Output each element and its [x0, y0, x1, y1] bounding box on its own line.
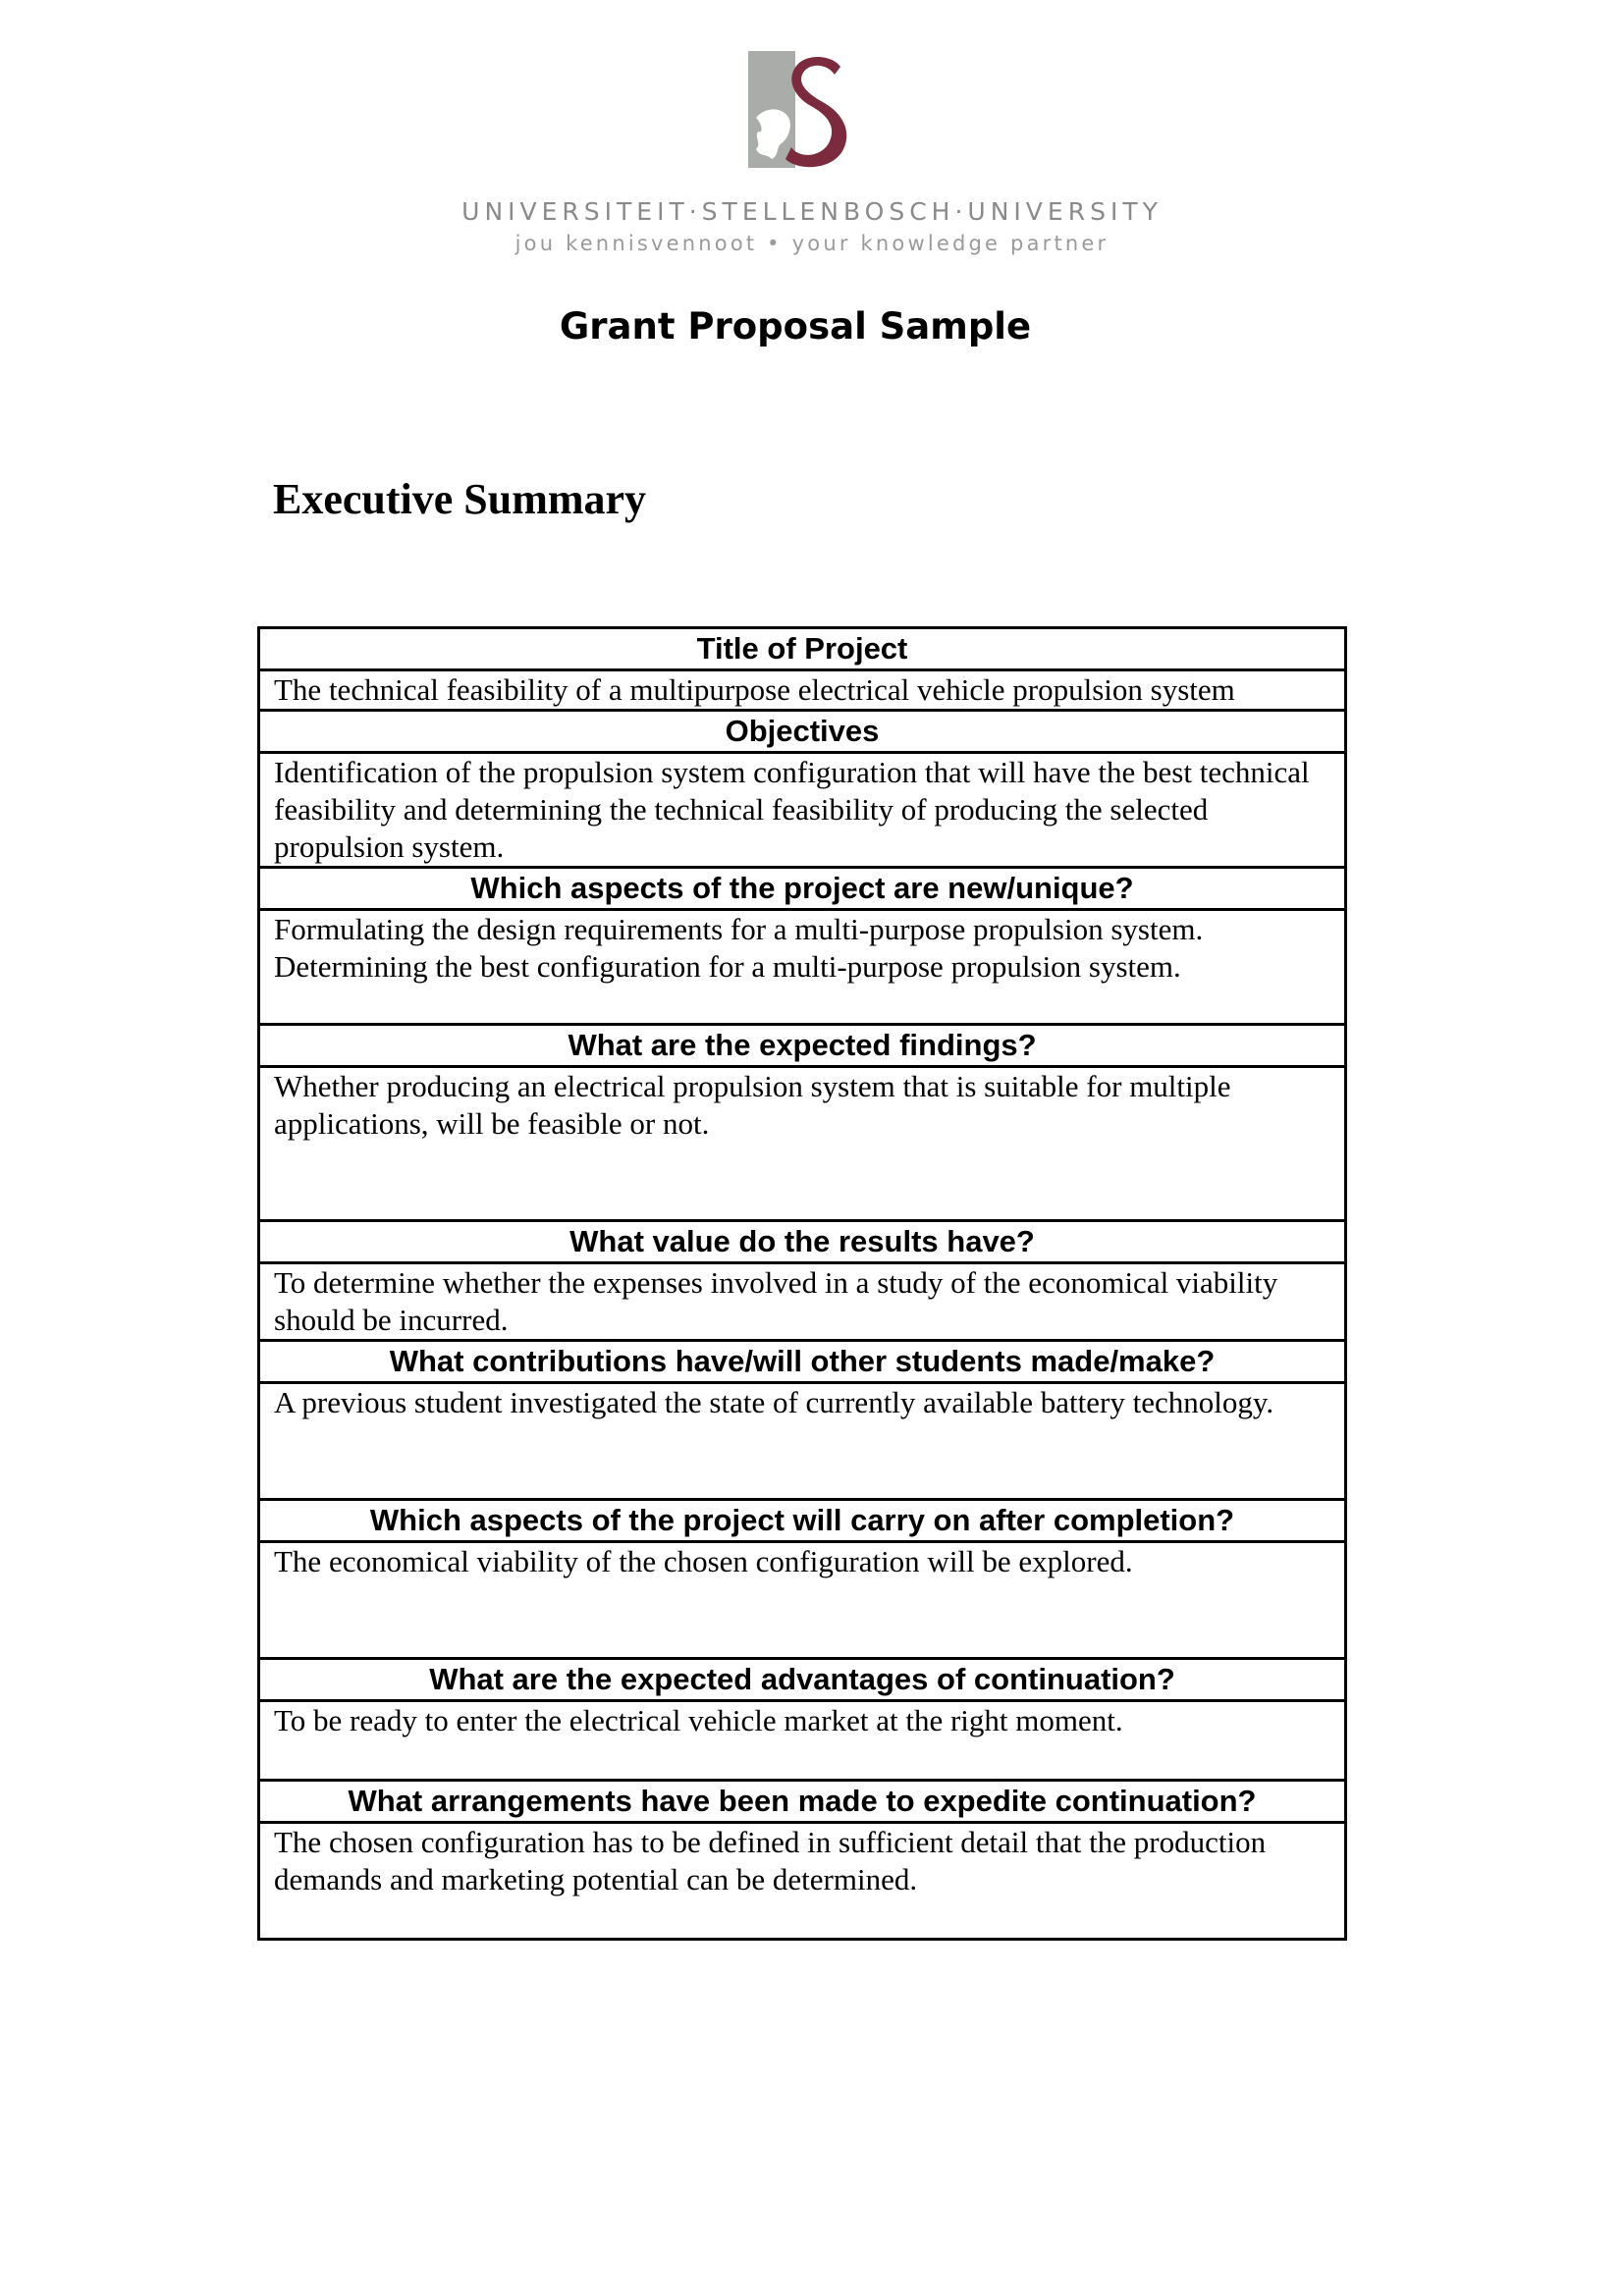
answer-cell: The economical viability of the chosen configuration will be explored.	[259, 1542, 1346, 1659]
document-title: Grant Proposal Sample	[559, 305, 1032, 347]
answer-cell: The technical feasibility of a multipurpose electrical vehicle propulsion system	[259, 670, 1346, 711]
question-cell: What value do the results have?	[259, 1221, 1346, 1263]
question-cell: What contributions have/will other students made/make?	[259, 1341, 1346, 1383]
answer-cell: Formulating the design requirements for a multi-purpose propulsion system. Determining the best configuration for a multi-purpose propulsion system.	[259, 910, 1346, 1025]
question-cell: Objectives	[259, 711, 1346, 753]
answer-cell: To determine whether the expenses involved in a study of the economical viability should be incurred.	[259, 1263, 1346, 1341]
university-tagline: jou kennisvennoot • your knowledge partner	[514, 232, 1110, 255]
answer-cell: The chosen configuration has to be defined in sufficient detail that the production demands and marketing potential can be determined.	[259, 1823, 1346, 1940]
section-heading: Executive Summary	[273, 475, 647, 523]
question-cell: What are the expected advantages of continuation?	[259, 1659, 1346, 1701]
university-name: UNIVERSITEIT·STELLENBOSCH·UNIVERSITY	[461, 197, 1163, 226]
question-cell: Which aspects of the project will carry on after completion?	[259, 1500, 1346, 1542]
question-cell: Which aspects of the project are new/unique?	[259, 868, 1346, 910]
answer-cell: Whether producing an electrical propulsion system that is suitable for multiple applications, will be feasible or not.	[259, 1067, 1346, 1221]
answer-cell: To be ready to enter the electrical vehicle market at the right moment.	[259, 1701, 1346, 1781]
executive-summary-table	[257, 626, 1347, 1941]
question-cell: What are the expected findings?	[259, 1025, 1346, 1067]
answer-cell: A previous student investigated the state of currently available battery technology.	[259, 1383, 1346, 1500]
answer-cell: Identification of the propulsion system configuration that will have the best technical feasibility and determining the technical feasibility of producing the selected propulsion system.	[259, 753, 1346, 868]
question-cell: Title of Project	[259, 628, 1346, 670]
question-cell: What arrangements have been made to expedite continuation?	[259, 1781, 1346, 1823]
university-logo	[746, 49, 854, 170]
